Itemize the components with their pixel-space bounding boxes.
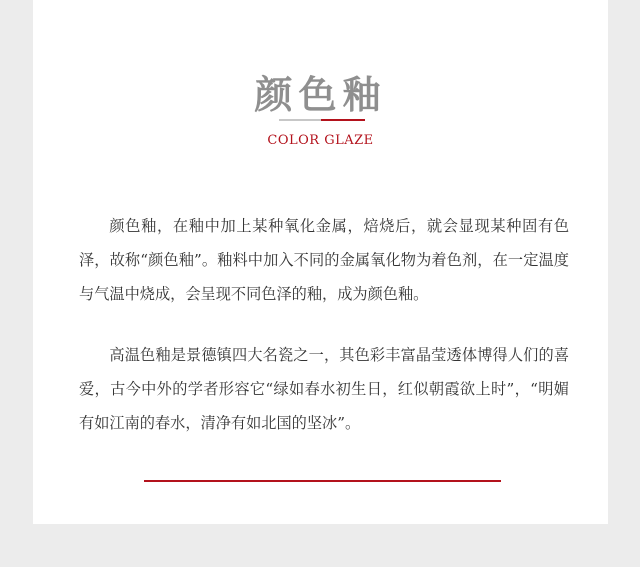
title-underline-accent bbox=[321, 119, 365, 121]
page-subtitle: COLOR GLAZE bbox=[267, 133, 374, 148]
paragraph-high-temperature-glaze: 高温色釉是景德镇四大名瓷之一，其色彩丰富晶莹透体博得人们的喜爱，古今中外的学者形容它“绿如春水初生日，红似朝霞欲上时”，“明媚有如江南的春水，清净有如北国的坚冰”。 bbox=[79, 346, 569, 432]
page-title: 颜色釉 bbox=[254, 72, 387, 117]
content-card bbox=[33, 0, 608, 524]
paragraph-definition: 颜色釉，在釉中加上某种氧化金属，焙烧后，就会显现某种固有色泽，故称“颜色釉”。釉料中加入不同的金属氧化物为着色剂，在一定温度与气温中烧成，会呈现不同色泽的釉，成为颜色釉。 bbox=[79, 217, 569, 303]
footer-divider bbox=[144, 480, 501, 482]
